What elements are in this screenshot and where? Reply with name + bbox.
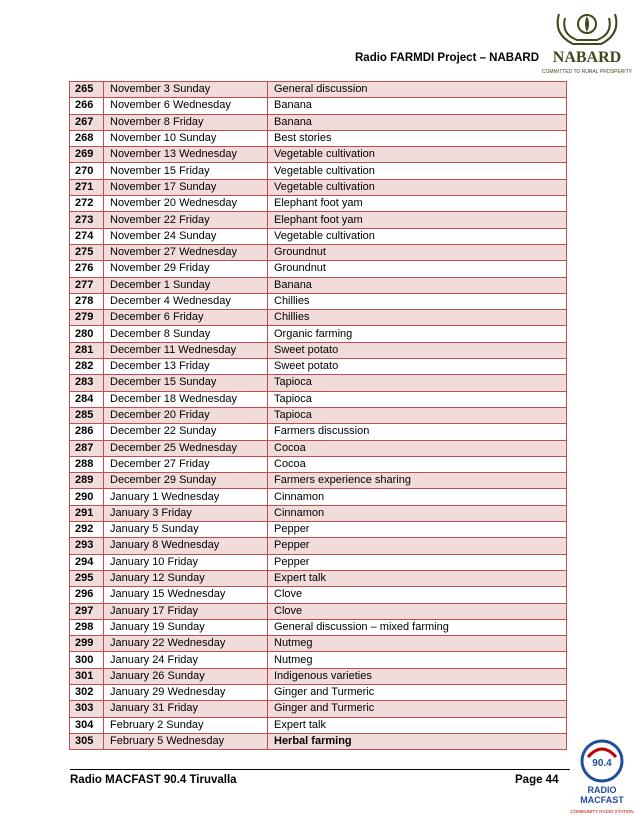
topic-cell: Pepper xyxy=(268,522,567,538)
episode-number-cell: 301 xyxy=(70,668,104,684)
episode-number-cell: 268 xyxy=(70,130,104,146)
table-row xyxy=(70,587,567,603)
broadcast-date-cell: January 24 Friday xyxy=(104,652,268,668)
episode-number-cell: 288 xyxy=(70,456,104,472)
episode-number-cell: 295 xyxy=(70,570,104,586)
footer-page-number: Page 44 xyxy=(515,774,559,786)
table-row xyxy=(70,244,567,260)
table-row xyxy=(70,82,567,98)
nabard-logo xyxy=(533,4,638,78)
episode-number-cell: 282 xyxy=(70,359,104,375)
table-row xyxy=(70,261,567,277)
table-row xyxy=(70,636,567,652)
table-row xyxy=(70,293,567,309)
episode-number-cell: 294 xyxy=(70,554,104,570)
table-row xyxy=(70,114,567,130)
table-row xyxy=(70,228,567,244)
episode-number-cell: 277 xyxy=(70,277,104,293)
broadcast-date-cell: December 25 Wednesday xyxy=(104,440,268,456)
episode-number-cell: 289 xyxy=(70,473,104,489)
table-row xyxy=(70,619,567,635)
topic-cell: Indigenous varieties xyxy=(268,668,567,684)
topic-cell: Vegetable cultivation xyxy=(268,163,567,179)
broadcast-date-cell: January 31 Friday xyxy=(104,701,268,717)
radio-logo-frequency: 90.4 xyxy=(592,758,612,769)
topic-cell: Vegetable cultivation xyxy=(268,179,567,195)
table-row xyxy=(70,554,567,570)
nabard-logo-tagline: COMMITTED TO RURAL PROSPERITY xyxy=(541,69,633,75)
episode-number-cell: 272 xyxy=(70,196,104,212)
broadcast-date-cell: November 6 Wednesday xyxy=(104,98,268,114)
broadcast-date-cell: January 12 Sunday xyxy=(104,570,268,586)
topic-cell: Pepper xyxy=(268,538,567,554)
episode-number-cell: 303 xyxy=(70,701,104,717)
broadcast-date-cell: November 15 Friday xyxy=(104,163,268,179)
broadcast-date-cell: November 10 Sunday xyxy=(104,130,268,146)
topic-cell: Ginger and Turmeric xyxy=(268,701,567,717)
radio-logo-caption: COMMUNITY RADIO STATION xyxy=(570,809,634,814)
table-row xyxy=(70,489,567,505)
page-header-title: Radio FARMDI Project – NABARD xyxy=(355,52,540,64)
topic-cell: Chillies xyxy=(268,310,567,326)
episode-number-cell: 304 xyxy=(70,717,104,733)
topic-cell: Expert talk xyxy=(268,717,567,733)
footer-station-name: Radio MACFAST 90.4 Tiruvalla xyxy=(70,774,237,786)
episode-number-cell: 290 xyxy=(70,489,104,505)
episode-number-cell: 298 xyxy=(70,619,104,635)
table-row xyxy=(70,652,567,668)
table-row xyxy=(70,147,567,163)
table-row xyxy=(70,424,567,440)
table-row xyxy=(70,326,567,342)
episode-number-cell: 280 xyxy=(70,326,104,342)
episode-number-cell: 299 xyxy=(70,636,104,652)
episode-number-cell: 267 xyxy=(70,114,104,130)
episode-number-cell: 281 xyxy=(70,342,104,358)
radio-macfast-logo xyxy=(566,737,638,823)
footer-divider xyxy=(70,769,570,770)
episode-number-cell: 292 xyxy=(70,522,104,538)
episode-number-cell: 300 xyxy=(70,652,104,668)
broadcast-date-cell: January 5 Sunday xyxy=(104,522,268,538)
topic-cell: Groundnut xyxy=(268,261,567,277)
broadcast-date-cell: November 20 Wednesday xyxy=(104,196,268,212)
episode-number-cell: 293 xyxy=(70,538,104,554)
topic-cell: Cocoa xyxy=(268,456,567,472)
broadcast-date-cell: December 13 Friday xyxy=(104,359,268,375)
table-row xyxy=(70,277,567,293)
table-row xyxy=(70,212,567,228)
topic-cell: Cinnamon xyxy=(268,489,567,505)
episode-number-cell: 273 xyxy=(70,212,104,228)
broadcast-date-cell: January 10 Friday xyxy=(104,554,268,570)
broadcast-date-cell: December 1 Sunday xyxy=(104,277,268,293)
broadcast-date-cell: January 17 Friday xyxy=(104,603,268,619)
topic-cell: Nutmeg xyxy=(268,652,567,668)
broadcast-date-cell: December 4 Wednesday xyxy=(104,293,268,309)
broadcast-date-cell: December 11 Wednesday xyxy=(104,342,268,358)
broadcast-date-cell: November 13 Wednesday xyxy=(104,147,268,163)
table-row xyxy=(70,310,567,326)
episode-number-cell: 283 xyxy=(70,375,104,391)
broadcast-date-cell: February 5 Wednesday xyxy=(104,733,268,749)
broadcast-date-cell: November 8 Friday xyxy=(104,114,268,130)
broadcast-date-cell: January 22 Wednesday xyxy=(104,636,268,652)
broadcast-date-cell: November 17 Sunday xyxy=(104,179,268,195)
table-row xyxy=(70,603,567,619)
episode-number-cell: 271 xyxy=(70,179,104,195)
broadcast-date-cell: January 15 Wednesday xyxy=(104,587,268,603)
table-row xyxy=(70,391,567,407)
topic-cell: Banana xyxy=(268,114,567,130)
topic-cell: Best stories xyxy=(268,130,567,146)
episode-number-cell: 265 xyxy=(70,82,104,98)
episode-number-cell: 305 xyxy=(70,733,104,749)
table-row xyxy=(70,359,567,375)
episode-number-cell: 266 xyxy=(70,98,104,114)
episode-number-cell: 274 xyxy=(70,228,104,244)
table-row xyxy=(70,668,567,684)
topic-cell: Tapioca xyxy=(268,391,567,407)
table-row xyxy=(70,440,567,456)
topic-cell: Sweet potato xyxy=(268,342,567,358)
topic-cell: Cinnamon xyxy=(268,505,567,521)
topic-cell: Banana xyxy=(268,98,567,114)
table-row xyxy=(70,701,567,717)
episode-number-cell: 287 xyxy=(70,440,104,456)
topic-cell: Groundnut xyxy=(268,244,567,260)
broadcast-date-cell: December 6 Friday xyxy=(104,310,268,326)
topic-cell: Organic farming xyxy=(268,326,567,342)
topic-cell: Cocoa xyxy=(268,440,567,456)
table-row xyxy=(70,130,567,146)
table-row xyxy=(70,98,567,114)
table-row xyxy=(70,538,567,554)
broadcast-date-cell: November 22 Friday xyxy=(104,212,268,228)
episode-number-cell: 275 xyxy=(70,244,104,260)
episode-number-cell: 278 xyxy=(70,293,104,309)
broadcast-date-cell: January 26 Sunday xyxy=(104,668,268,684)
table-row xyxy=(70,473,567,489)
episode-number-cell: 279 xyxy=(70,310,104,326)
episode-number-cell: 284 xyxy=(70,391,104,407)
broadcast-date-cell: December 18 Wednesday xyxy=(104,391,268,407)
table-row xyxy=(70,522,567,538)
topic-cell: General discussion xyxy=(268,82,567,98)
topic-cell: Tapioca xyxy=(268,407,567,423)
table-row xyxy=(70,733,567,749)
topic-cell: Banana xyxy=(268,277,567,293)
table-row xyxy=(70,407,567,423)
table-row xyxy=(70,163,567,179)
topic-cell: Tapioca xyxy=(268,375,567,391)
topic-cell: Elephant foot yam xyxy=(268,196,567,212)
table-row xyxy=(70,505,567,521)
topic-cell: Farmers discussion xyxy=(268,424,567,440)
table-row xyxy=(70,375,567,391)
broadcast-date-cell: January 3 Friday xyxy=(104,505,268,521)
topic-cell: Clove xyxy=(268,587,567,603)
broadcast-date-cell: November 3 Sunday xyxy=(104,82,268,98)
broadcast-date-cell: November 29 Friday xyxy=(104,261,268,277)
broadcast-date-cell: December 20 Friday xyxy=(104,407,268,423)
topic-cell: Nutmeg xyxy=(268,636,567,652)
topic-cell: Sweet potato xyxy=(268,359,567,375)
episode-number-cell: 269 xyxy=(70,147,104,163)
episode-number-cell: 270 xyxy=(70,163,104,179)
broadcast-date-cell: January 29 Wednesday xyxy=(104,684,268,700)
table-row xyxy=(70,179,567,195)
broadcast-date-cell: December 29 Sunday xyxy=(104,473,268,489)
programme-schedule-table xyxy=(69,81,567,750)
topic-cell: Pepper xyxy=(268,554,567,570)
radio-logo-line1: RADIO xyxy=(587,785,617,795)
broadcast-date-cell: November 27 Wednesday xyxy=(104,244,268,260)
table-row xyxy=(70,456,567,472)
broadcast-date-cell: November 24 Sunday xyxy=(104,228,268,244)
episode-number-cell: 286 xyxy=(70,424,104,440)
topic-cell: Chillies xyxy=(268,293,567,309)
topic-cell: Expert talk xyxy=(268,570,567,586)
broadcast-date-cell: December 8 Sunday xyxy=(104,326,268,342)
broadcast-date-cell: December 15 Sunday xyxy=(104,375,268,391)
broadcast-date-cell: January 19 Sunday xyxy=(104,619,268,635)
table-row xyxy=(70,684,567,700)
table-row xyxy=(70,570,567,586)
broadcast-date-cell: January 8 Wednesday xyxy=(104,538,268,554)
broadcast-date-cell: December 22 Sunday xyxy=(104,424,268,440)
broadcast-date-cell: February 2 Sunday xyxy=(104,717,268,733)
topic-cell: Herbal farming xyxy=(268,733,567,749)
broadcast-date-cell: December 27 Friday xyxy=(104,456,268,472)
table-row xyxy=(70,717,567,733)
topic-cell: Vegetable cultivation xyxy=(268,147,567,163)
topic-cell: Elephant foot yam xyxy=(268,212,567,228)
topic-cell: Ginger and Turmeric xyxy=(268,684,567,700)
episode-number-cell: 285 xyxy=(70,407,104,423)
episode-number-cell: 297 xyxy=(70,603,104,619)
topic-cell: Farmers experience sharing xyxy=(268,473,567,489)
episode-number-cell: 291 xyxy=(70,505,104,521)
table-row xyxy=(70,342,567,358)
topic-cell: Clove xyxy=(268,603,567,619)
episode-number-cell: 296 xyxy=(70,587,104,603)
table-row xyxy=(70,196,567,212)
topic-cell: Vegetable cultivation xyxy=(268,228,567,244)
broadcast-date-cell: January 1 Wednesday xyxy=(104,489,268,505)
topic-cell: General discussion – mixed farming xyxy=(268,619,567,635)
radio-logo-line2: MACFAST xyxy=(580,795,624,805)
episode-number-cell: 276 xyxy=(70,261,104,277)
episode-number-cell: 302 xyxy=(70,684,104,700)
nabard-logo-name: NABARD xyxy=(552,49,622,66)
